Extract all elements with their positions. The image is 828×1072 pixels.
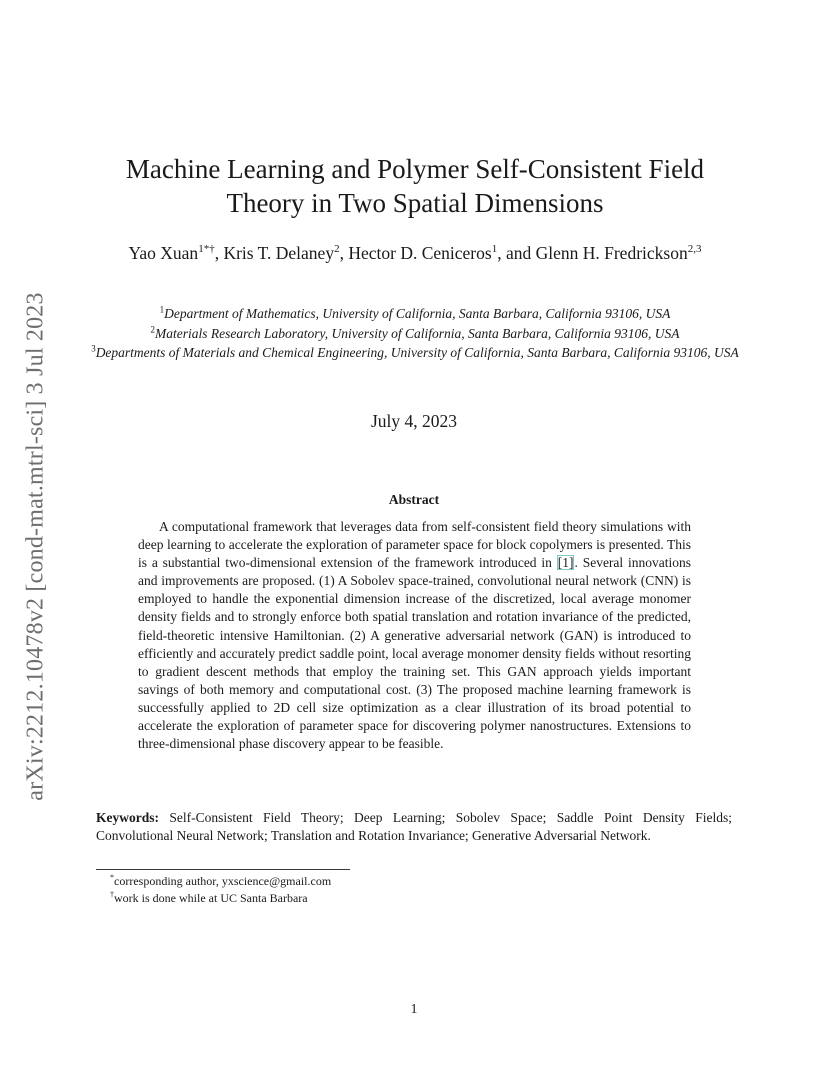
affiliation-text: Departments of Materials and Chemical Engineering, University of California, Santa Barbara, California 93106, USA: [95, 345, 739, 360]
author-separator: , and: [497, 243, 536, 263]
arxiv-identifier-stamp: [18, 256, 54, 836]
abstract-body: [138, 518, 691, 753]
author-affiliation-mark: 1*†: [198, 243, 215, 256]
footnote-divider: [96, 869, 350, 870]
affiliation-number: 2: [150, 324, 155, 334]
affiliation-text: Department of Mathematics, University of California, Santa Barbara, California 93106, USA: [164, 306, 671, 321]
abstract-heading: Abstract: [388, 492, 440, 507]
page-number: 1: [410, 1002, 418, 1017]
affiliation-item: [90, 324, 740, 344]
keywords-text: Self-Consistent Field Theory; Deep Learning; Sobolev Space; Saddle Point Density Fields; Convolutional Neural Network; Translation and Rotation Invariance; Generative Adversarial Network.: [96, 810, 732, 844]
author-list: [110, 241, 720, 266]
affiliation-number: 3: [91, 343, 96, 354]
author-affiliation-mark: 1: [491, 243, 498, 256]
arxiv-identifier-text: arXiv:2212.10478v2 [cond-mat.mtrl-sci] 3 Jul 2023: [22, 291, 49, 801]
author-affiliation-mark: 2,3: [687, 243, 702, 256]
author-separator: ,: [339, 243, 349, 263]
keywords-section: [96, 809, 732, 845]
footnote-item: [110, 873, 710, 890]
citation-link[interactable]: [1]: [557, 555, 574, 571]
publication-date: July 4, 2023: [370, 411, 458, 431]
author-name: Glenn H. Fredrickson: [535, 243, 688, 263]
keywords-label: Keywords:: [96, 810, 159, 825]
paper-title: Machine Learning and Polymer Self-Consistent Field Theory in Two Spatial Dimensions: [125, 154, 705, 218]
abstract-text-part: A computational framework that leverages data from self-consistent field theory simulations with deep learning to accelerate the exploration of parameter space for block copolymers is presented. This is a substantial two-dimensional extension of the framework introduced in: [138, 519, 691, 571]
footnote-list: [110, 873, 710, 906]
author-name: Hector D. Ceniceros: [348, 243, 492, 263]
affiliation-list: [90, 304, 740, 363]
author-name: Kris T. Delaney: [223, 243, 335, 263]
footnote-mark: †: [110, 889, 114, 899]
author-separator: ,: [214, 243, 224, 263]
author-affiliation-mark: 2: [334, 243, 340, 256]
footnote-text: work is done while at UC Santa Barbara: [114, 890, 308, 905]
footnote-text: corresponding author, yxscience@gmail.com: [114, 874, 332, 888]
author-name: Yao Xuan: [128, 243, 199, 263]
affiliation-item: [90, 304, 740, 324]
affiliation-item: [90, 343, 740, 363]
footnote-item: [110, 890, 710, 907]
abstract-text-part: . Several innovations and improvements are proposed. (1) A Sobolev space-trained, convolutional neural network (CNN) is employed to handle the exponential dimension increase of the discretized, local average monomer density fields and to strongly enforce both spatial translation and rotation invariance of the predicted, field-theoretic intensive Hamiltonian. (2) A generative adversarial network (GAN) is introduced to efficiently and accurately predict saddle point, local average monomer density fields without resorting to gradient descent methods that employ the training set. This GAN approach yields important savings of both memory and computational cost. (3) The proposed machine learning framework is successfully applied to 2D cell size optimization as a clear illustration of its broad potential to accelerate the exploration of parameter space for discovering polymer nanostructures. Extensions to three-dimensional phase discovery appear to be feasible.: [138, 555, 692, 752]
affiliation-text: Materials Research Laboratory, University of California, Santa Barbara, California 93106, USA: [155, 325, 680, 341]
footnote-mark: *: [110, 873, 114, 882]
affiliation-number: 1: [159, 304, 165, 315]
